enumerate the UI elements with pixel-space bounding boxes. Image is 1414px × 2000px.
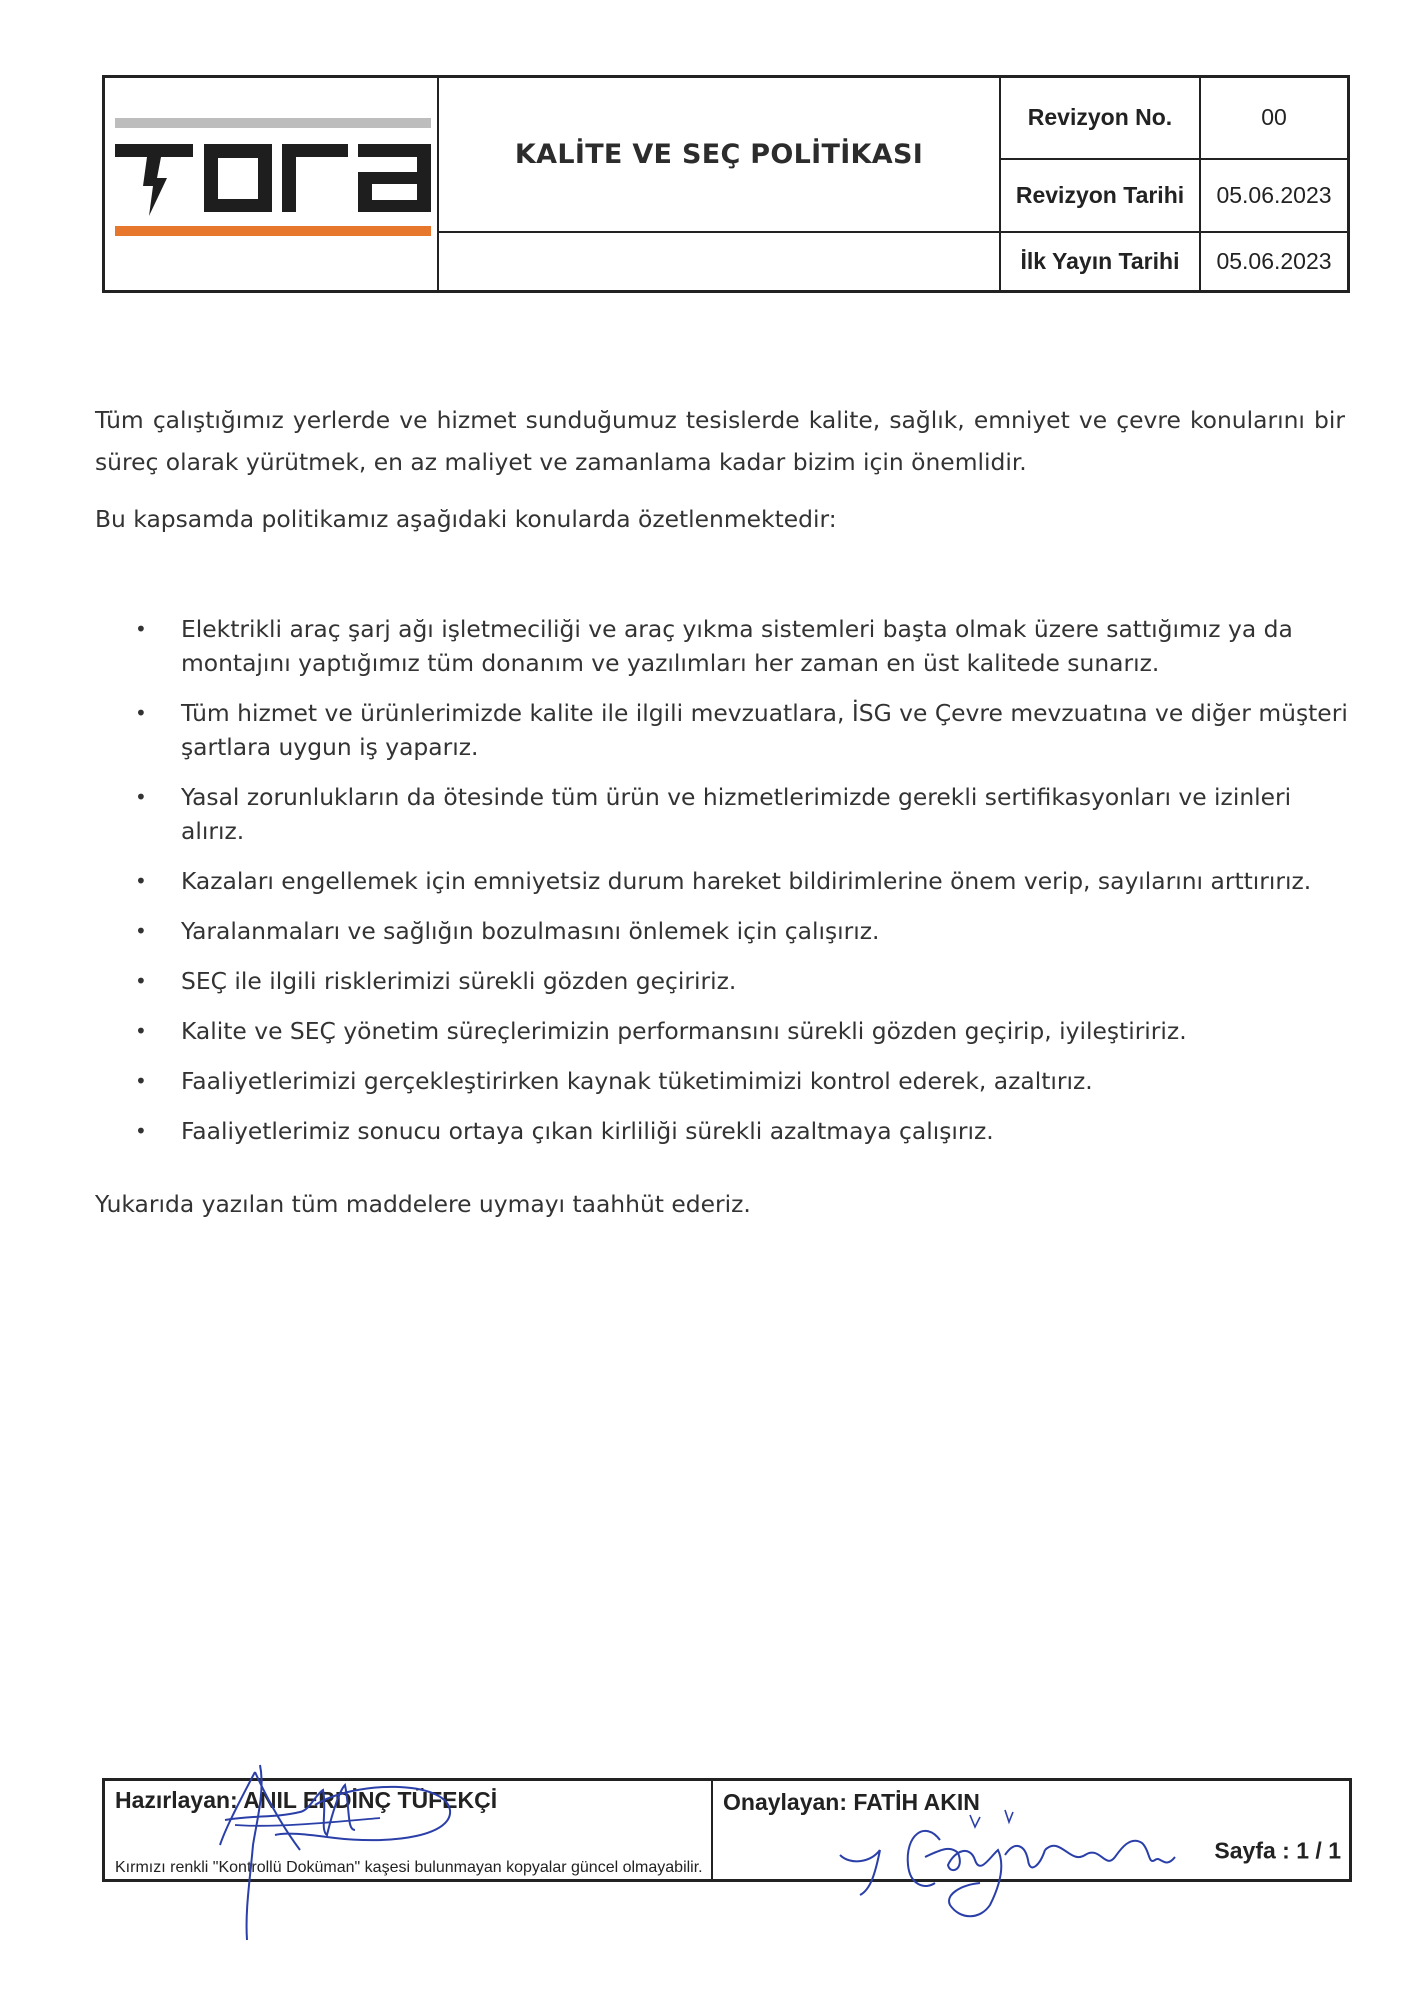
list-item: • Kalite ve SEÇ yönetim süreçlerimizin performansını sürekli gözden geçirip, iyileştiririz. [95,1014,1350,1048]
empty-cell [439,233,999,290]
revision-date-label: Revizyon Tarihi [1001,160,1201,231]
list-item: • Faaliyetlerimizi gerçekleştirirken kaynak tüketimimizi kontrol ederek, azaltırız. [95,1064,1350,1098]
bullet-icon: • [135,1019,147,1043]
bullet-icon: • [135,1069,147,1093]
revision-info [999,78,1347,290]
tora-logo [107,116,437,266]
list-item: • Elektrikli araç şarj ağı işletmeciliği ve araç yıkma sistemleri başta olmak üzere sattığımız ya da montajını yaptığımız tüm donanım ve yazılımları her zaman en üst kalitede sunarız. [95,612,1350,680]
revision-date-row [1001,160,1347,233]
list-item: • SEÇ ile ilgili risklerimizi sürekli gözden geçiririz. [95,964,1350,998]
first-publish-row [1001,233,1347,290]
bullet-icon: • [135,1119,147,1143]
bullet-icon: • [135,969,147,993]
prepared-by: Hazırlayan: ANIL ERDİNÇ TÜFEKÇİ [115,1787,498,1813]
commitment-paragraph: Yukarıda yazılan tüm maddelere uymayı taahhüt ederiz. [95,1190,751,1218]
title-cell [439,78,999,233]
document-title: KALİTE VE SEÇ POLİTİKASI [514,139,924,170]
controlled-document-note: Kırmızı renkli "Kontrollü Doküman" kaşesi bulunmayan kopyalar güncel olmayabilir. [115,1859,703,1876]
document-header [102,75,1350,293]
list-item: • Tüm hizmet ve ürünlerimizde kalite ile ilgili mevzuatlara, İSG ve Çevre mevzuatına ve diğer müşteri şartlara uygun iş yaparız. [95,696,1350,764]
intro-paragraph: Tüm çalıştığımız yerlerde ve hizmet sunduğumuz tesislerde kalite, sağlık, emniyet ve çevre konularını bir süreç olarak yürütmek, en az maliyet ve zamanlama kadar bizim için önemlidir. [95,406,1345,476]
bullet-icon: • [135,701,147,725]
bullet-icon: • [135,785,147,809]
bullet-icon: • [135,617,147,641]
list-item: • Faaliyetlerimiz sonucu ortaya çıkan kirliliği sürekli azaltmaya çalışırız. [95,1114,1350,1148]
logo-cell [105,78,439,290]
bullet-icon: • [135,919,147,943]
approved-by: Onaylayan: FATİH AKIN [723,1789,980,1815]
page-number: Sayfa : 1 / 1 [1214,1837,1341,1864]
bullet-icon: • [135,869,147,893]
first-publish-value: 05.06.2023 [1216,248,1332,274]
policy-list [95,612,1350,1164]
list-item: • Yaralanmaları ve sağlığın bozulmasını önlemek için çalışırız. [95,914,1350,948]
list-item: • Yasal zorunlukların da ötesinde tüm ürün ve hizmetlerimizde gerekli sertifikasyonları ve izinleri alırız. [95,780,1350,848]
revision-date-value: 05.06.2023 [1216,182,1332,208]
list-item: • Kazaları engellemek için emniyetsiz durum hareket bildirimlerine önem verip, sayılarını arttırırız. [95,864,1350,898]
scope-paragraph: Bu kapsamda politikamız aşağıdaki konularda özetlenmektedir: [95,505,837,533]
document-footer [102,1778,1352,1882]
first-publish-label: İlk Yayın Tarihi [1001,233,1201,290]
revision-no-row [1001,78,1347,160]
logo-grey-bar [115,118,431,128]
revision-no-value: 00 [1261,104,1287,130]
logo-orange-bar [115,226,431,236]
revision-no-label: Revizyon No. [1001,78,1201,158]
